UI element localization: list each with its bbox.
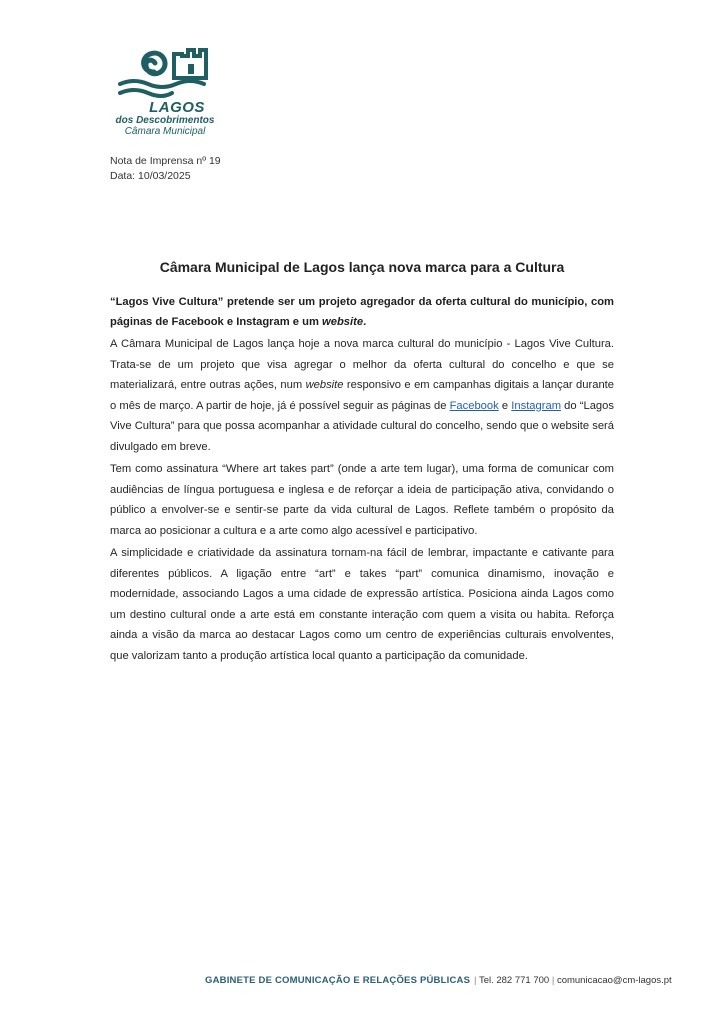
p1-italic-website: website (305, 379, 344, 391)
document-title: Câmara Municipal de Lagos lança nova marca para a Cultura (159, 259, 565, 275)
p1-text-1: A Câmara Municipal de Lagos lança hoje a nova marca cultural do município - Lagos Vive Cultura. Trata-se de um projeto que visa agregar o melhor da oferta cultural do concelho e que se materializará, entre outras ações, num (110, 338, 614, 391)
footer-separator-1: | (474, 975, 477, 986)
footer-phone: Tel. 282 771 700 (478, 975, 550, 986)
body-paragraph-3: A simplicidade e criatividade da assinatura tornam-na fácil de lembrar, impactante e cativante para diferentes públicos. A ligação entre “art” e takes “part” comunica dinamismo, inovação e modernidade, associando Lagos a uma cidade de expressão artística. Posiciona ainda Lagos como um destino cultural onde a arte está em constante interação com quem a visita ou habita. Reforça ainda a visão da marca ao destacar Lagos como um centro de experiências culturais envolventes, que valorizam tanto a produção artística local quanto a participação da comunidade. (110, 547, 614, 662)
spiral-fortress-icon (116, 44, 216, 102)
body-paragraph-2: Tem como assinatura “Where art takes part” (onde a arte tem lugar), uma forma de comunicar com audiências de língua portuguesa e inglesa e de reforçar a ideia de participação ativa, convidando o público a envolver-se e sentir-se parte da vida cultural de Lagos. Reflete também o propósito da marca ao posicionar a cultura e a arte como algo acessível e participativo. (110, 463, 614, 537)
p1-text-3: e (498, 399, 512, 412)
instagram-link[interactable]: Instagram (511, 399, 562, 412)
municipal-logo (110, 44, 220, 140)
facebook-link[interactable]: Facebook (449, 399, 499, 412)
lead-text-2: . (363, 316, 367, 328)
lead-text-1: “Lagos Vive Cultura” pretende ser um projeto agregador da oferta cultural do município, com páginas de Facebook e Instagram e um (110, 296, 614, 328)
p1-text-2: responsivo e em campanhas digitais a lançar durante o mês de março. A partir de hoje, já é possível seguir as páginas de (110, 379, 615, 412)
press-release-meta (110, 154, 221, 184)
footer-contact (474, 975, 672, 986)
footer-email[interactable]: comunicacao@cm-lagos.pt (556, 975, 672, 986)
press-release-date: Data: 10/03/2025 (110, 170, 191, 182)
lead-italic: website (322, 316, 364, 328)
logo-entity: Câmara Municipal (124, 126, 206, 137)
logo-name: LAGOS (149, 99, 205, 116)
press-release-number: Nota de Imprensa nº 19 (110, 155, 221, 167)
p1-text-4: do “Lagos Vive Cultura” para que possa acompanhar a atividade cultural do concelho, sendo que o website será divulgado em breve. (110, 399, 614, 453)
lead-paragraph (110, 292, 614, 332)
page-footer (0, 975, 724, 995)
footer-separator-2: | (551, 975, 555, 986)
body-paragraph-1 (110, 334, 614, 457)
logo-subtitle: dos Descobrimentos (115, 115, 215, 126)
footer-department: GABINETE DE COMUNICAÇÃO E RELAÇÕES PÚBLICAS (205, 975, 471, 986)
